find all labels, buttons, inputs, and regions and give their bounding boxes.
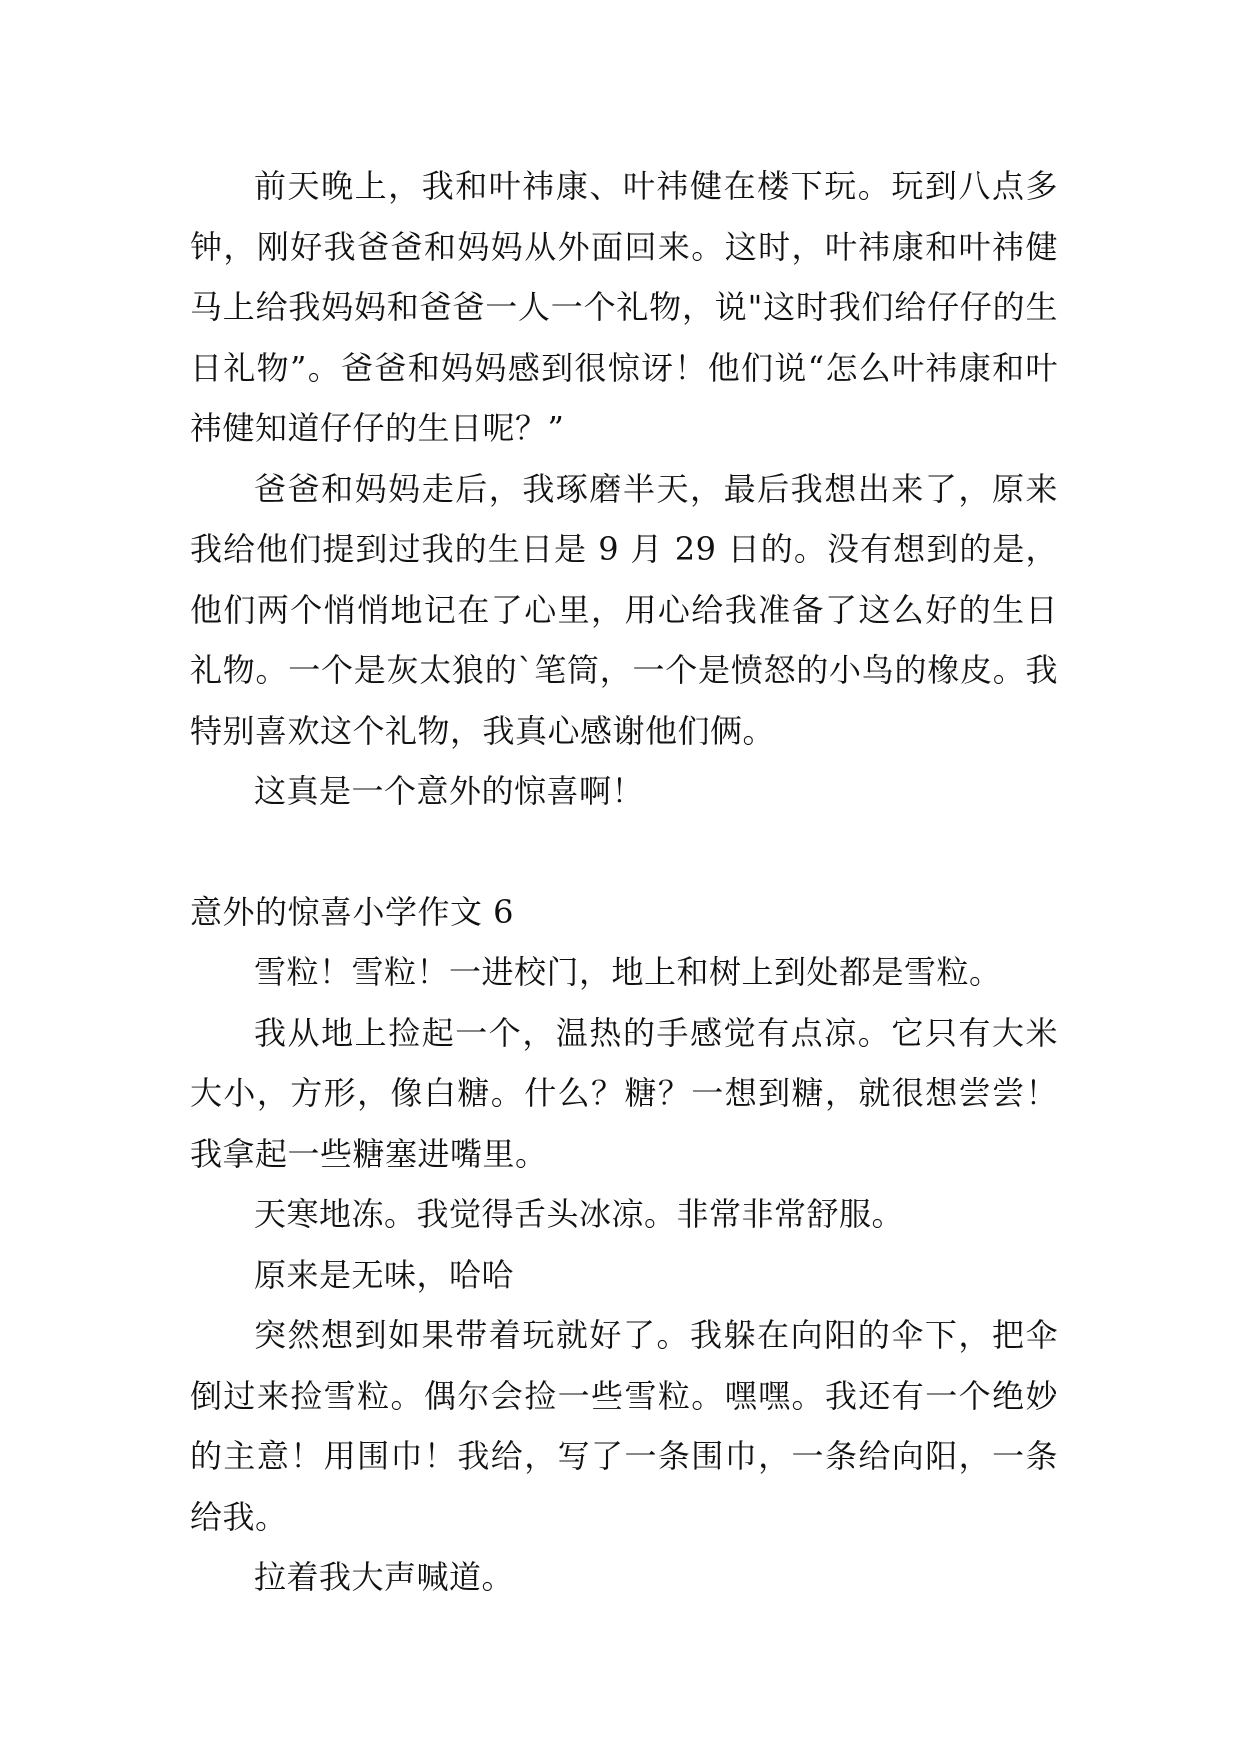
paragraph: 天寒地冻。我觉得舌头冰凉。非常非常舒服。 [254, 1195, 905, 1233]
paragraph: 原来是无味，哈哈 [254, 1255, 515, 1294]
paragraph: 拉着我大声喊道。 [254, 1558, 515, 1596]
document-body [190, 156, 1058, 1608]
paragraph: 突然想到如果带着玩就好了。我躲在向阳的伞下，把伞倒过来捡雪粒。偶尔会捡一些雪粒。嘿嘿。我还有一个绝妙的主意！用围巾！我给，写了一条围巾，一条给向阳，一条给我。 [190, 1316, 1058, 1536]
paragraph: 这真是一个意外的惊喜啊！ [254, 772, 645, 810]
paragraph: 雪粒！雪粒！一进校门，地上和树上到处都是雪粒。 [254, 953, 1002, 991]
paragraph: 前天晚上，我和叶祎康、叶祎健在楼下玩。玩到八点多钟，刚好我爸爸和妈妈从外面回来。这时，叶祎康和叶祎健马上给我妈妈和爸爸一人一个礼物，说"这时我们给仔仔的生日礼物”。爸爸和妈妈感到很惊讶！他们说“怎么叶祎康和叶祎健知道仔仔的生日呢？” [190, 167, 1058, 447]
paragraph: 我从地上捡起一个，温热的手感觉有点凉。它只有大米大小，方形，像白糖。什么？糖？一想到糖，就很想尝尝！我拿起一些糖塞进嘴里。 [190, 1013, 1058, 1173]
paragraph: 爸爸和妈妈走后，我琢磨半天，最后我想出来了，原来我给他们提到过我的生日是 9 月 29 日的。没有想到的是，他们两个悄悄地记在了心里，用心给我准备了这么好的生日礼物。一个是灰太狼的`笔筒，一个是愤怒的小鸟的橡皮。我特别喜欢这个礼物，我真心感谢他们俩。 [190, 469, 1058, 750]
section-heading: 意外的惊喜小学作文 6 [190, 892, 515, 931]
